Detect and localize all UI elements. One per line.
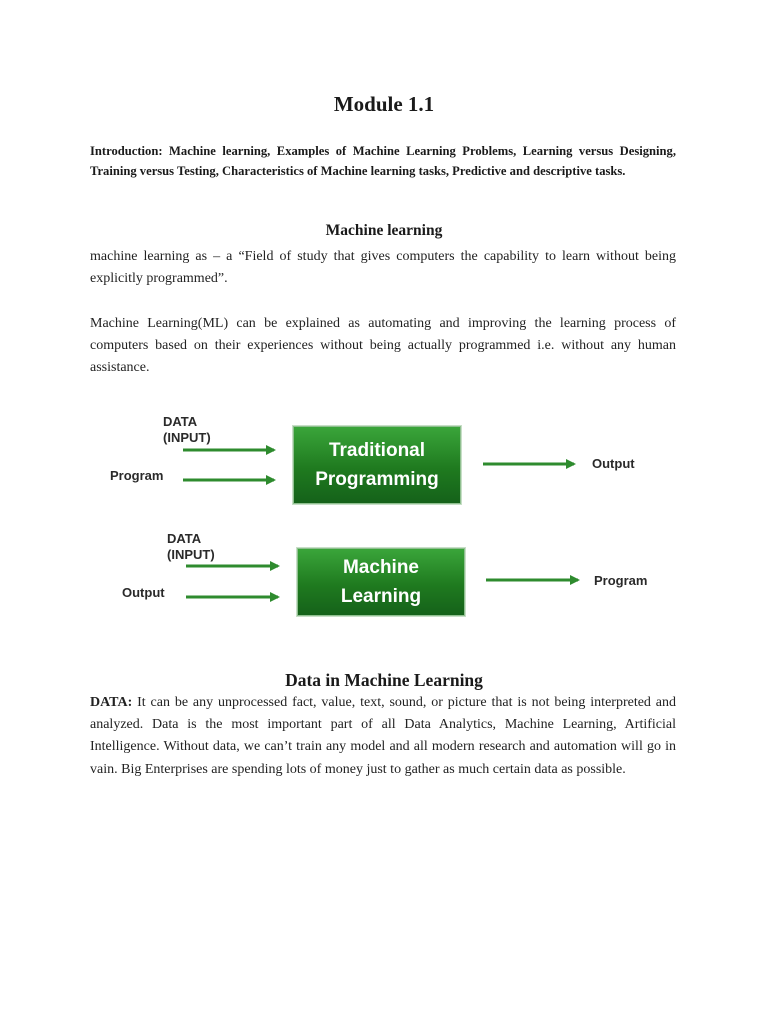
machine-learning-box (297, 548, 465, 616)
ml-data-label (167, 531, 215, 563)
traditional-data-label-line1: DATA (163, 414, 198, 429)
ml-data-label-line2: (INPUT) (167, 547, 215, 562)
machine-learning-definition: machine learning as – a “Field of study that gives computers the capability to learn without being explicitly programmed”. (90, 249, 676, 287)
traditional-programming-box (293, 426, 461, 504)
ml-program-result-label: Program (594, 573, 648, 588)
ml-box-line2: Learning (340, 586, 422, 607)
machine-learning-explanation: Machine Learning(ML) can be explained as automating and improving the learning process of computers based on their experiences without being actually programmed i.e. without any human assistance. (90, 316, 676, 376)
traditional-data-label (163, 414, 211, 446)
data-section-heading: Data in Machine Learning (285, 670, 483, 690)
ml-box-line1: Machine (342, 557, 420, 578)
introduction-paragraph: Introduction: Machine learning, Examples of Machine Learning Problems, Learning versus Designing, Training versus Testing, Characteristics of Machine learning tasks, Predictive and descriptive tasks. (90, 144, 676, 178)
ml-output-input-label: Output (122, 585, 165, 600)
page-title: Module 1.1 (333, 92, 435, 116)
programming-comparison-diagram (0, 400, 768, 630)
traditional-box-line2: Programming (315, 469, 439, 490)
traditional-output-label: Output (592, 456, 635, 471)
data-term: DATA: (90, 695, 133, 710)
machine-learning-heading: Machine learning (325, 222, 443, 239)
ml-data-label-line1: DATA (167, 531, 202, 546)
traditional-data-label-line2: (INPUT) (163, 430, 211, 445)
traditional-box-line1: Traditional (328, 440, 426, 461)
data-paragraph (90, 692, 676, 781)
traditional-program-label: Program (110, 468, 164, 483)
data-description: It can be any unprocessed fact, value, text, sound, or picture that is not being interpreted and analyzed. Data is the most important part of all Data Analytics, Machine Learning, Artificial Intelligence. Without data, we can’t train any model and all modern research and automation will go in vain. Big Enterprises are spending lots of money just to gather as much certain data as possible. (90, 695, 676, 777)
